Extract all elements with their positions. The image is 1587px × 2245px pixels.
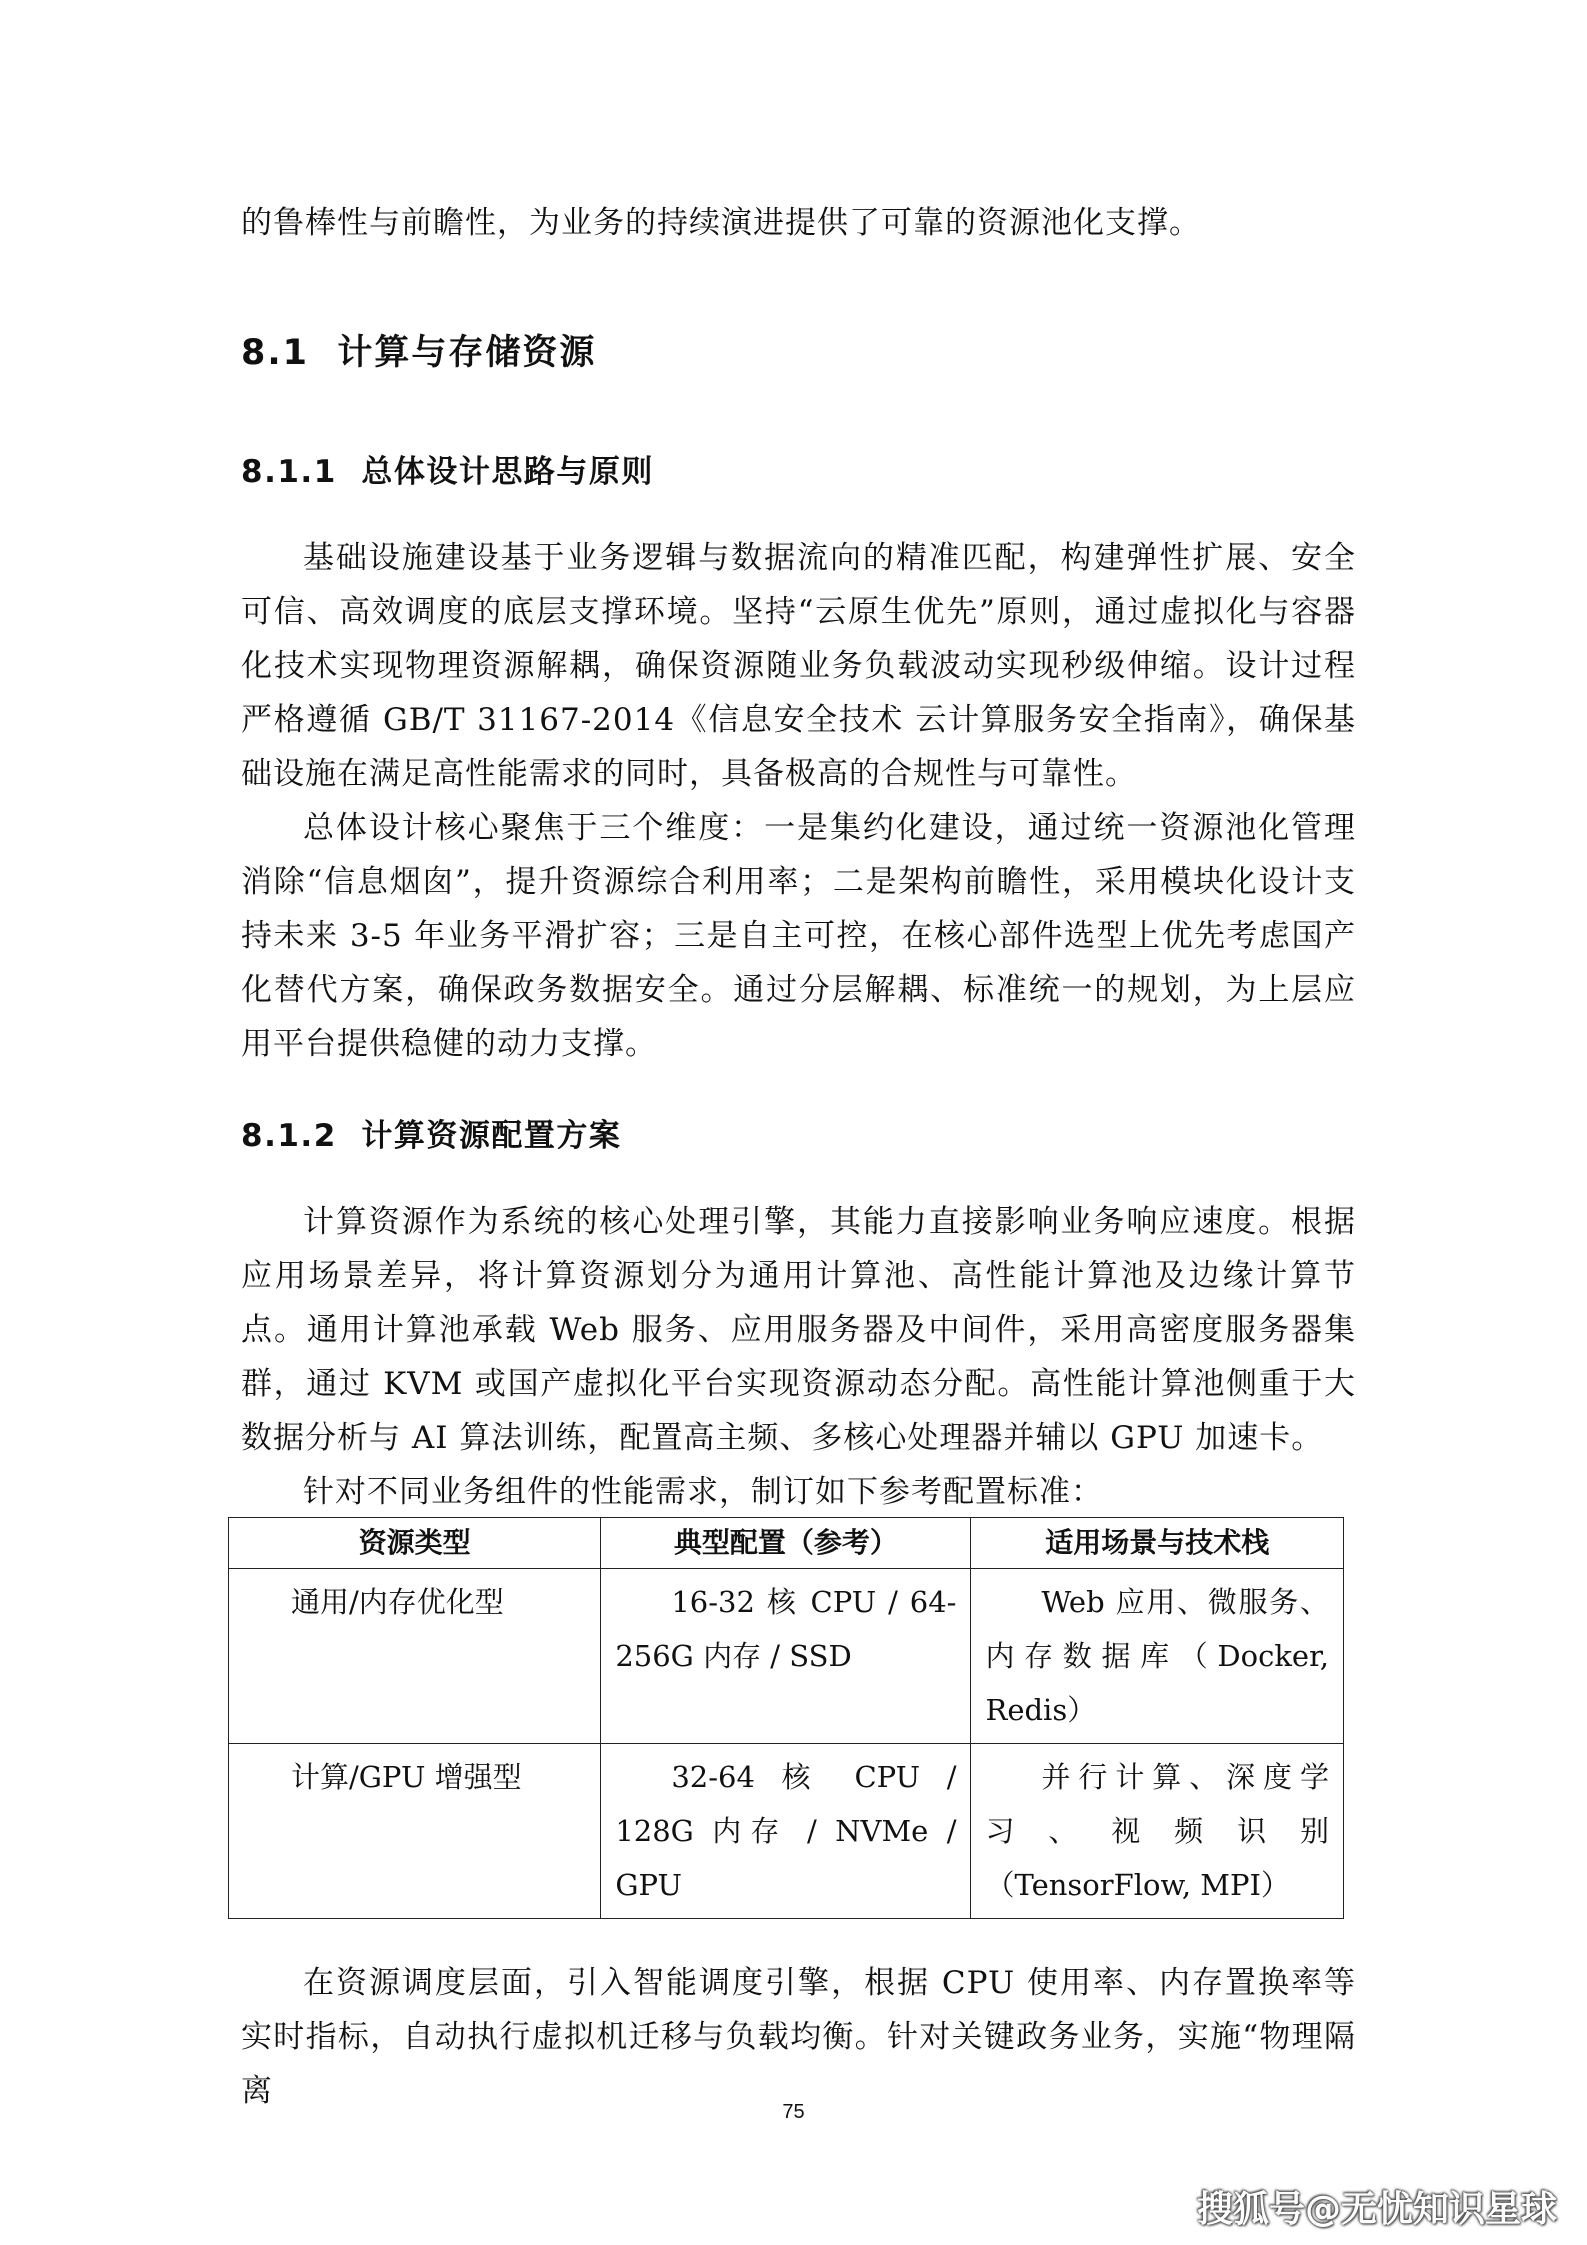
table-row — [229, 1744, 1344, 1919]
compute-config-table — [228, 1517, 1344, 1919]
design-principles-paragraph-1: 基础设施建设基于业务逻辑与数据流向的精准匹配，构建弹性扩展、安全可信、高效调度的底层支撑环境。坚持“云原生优先”原则，通过虚拟化与容器化技术实现物理资源解耦，确保资源随业务负载波动实现秒级伸缩。设计过程严格遵循 GB/T 31167-2014《信息安全技术 云计算服务安全指南》，确保基础设施在满足高性能需求的同时，具备极高的合规性与可靠性。 — [241, 540, 1356, 792]
source-watermark: 搜狐号@无忧知识星球 — [1196, 2189, 1557, 2230]
compute-plan-paragraph-1: 计算资源作为系统的核心处理引擎，其能力直接影响业务响应速度。根据应用场景差异，将计算资源划分为通用计算池、高性能计算池及边缘计算节点。通用计算池承载 Web 服务、应用服务器及中间件，采用高密度服务器集群，通过 KVM 或国产虚拟化平台实现资源动态分配。高性能计算池侧重于大数据分析与 AI 算法训练，配置高主频、多核心处理器并辅以 GPU 加速卡。 — [241, 1204, 1356, 1456]
subsection-heading-2 — [241, 1110, 621, 1155]
section-number: 8.1 — [241, 333, 310, 373]
subsection-heading-1 — [241, 446, 654, 491]
table-row — [229, 1569, 1344, 1744]
subsection-title-1: 总体设计思路与原则 — [361, 454, 654, 490]
table-cell-config: 16-32 核 CPU / 64-256G 内存 / SSD — [601, 1569, 971, 1744]
table-cell-scenario: 并行计算、深度学习、视频识别（TensorFlow, MPI） — [971, 1744, 1344, 1919]
table-header-cell: 资源类型 — [229, 1518, 601, 1569]
subsection-title-2: 计算资源配置方案 — [361, 1118, 622, 1154]
section-title: 计算与存储资源 — [337, 333, 597, 373]
table-header-cell: 典型配置（参考） — [601, 1518, 971, 1569]
table-cell-resource-type: 通用/内存优化型 — [229, 1569, 601, 1744]
compute-plan-paragraph-2: 针对不同业务组件的性能需求，制订如下参考配置标准： — [303, 1474, 1103, 1510]
scheduling-paragraph: 在资源调度层面，引入智能调度引擎，根据 CPU 使用率、内存置换率等实时指标，自动执行虚拟机迁移与负载均衡。针对关键政务业务，实施“物理隔离 — [241, 1965, 1356, 2109]
subsection-number-1: 8.1.1 — [241, 454, 337, 490]
table-header-row — [229, 1518, 1344, 1569]
table-cell-scenario: Web 应用、微服务、内存数据库（Docker, Redis） — [971, 1569, 1344, 1744]
section-heading — [241, 325, 596, 375]
table-cell-config: 32-64 核 CPU / 128G 内存 / NVMe / GPU — [601, 1744, 971, 1919]
subsection-number-2: 8.1.2 — [241, 1118, 337, 1154]
table-cell-resource-type: 计算/GPU 增强型 — [229, 1744, 601, 1919]
intro-tail-paragraph: 的鲁棒性与前瞻性，为业务的持续演进提供了可靠的资源池化支撑。 — [241, 205, 1201, 241]
table-header-cell: 适用场景与技术栈 — [971, 1518, 1344, 1569]
page-number: 75 — [782, 2101, 805, 2123]
design-principles-paragraph-2: 总体设计核心聚焦于三个维度：一是集约化建设，通过统一资源池化管理消除“信息烟囱”，提升资源综合利用率；二是架构前瞻性，采用模块化设计支持未来 3-5 年业务平滑扩容；三是自主可控，在核心部件选型上优先考虑国产化替代方案，确保政务数据安全。通过分层解耦、标准统一的规划，为上层应用平台提供稳健的动力支撑。 — [241, 810, 1356, 1062]
